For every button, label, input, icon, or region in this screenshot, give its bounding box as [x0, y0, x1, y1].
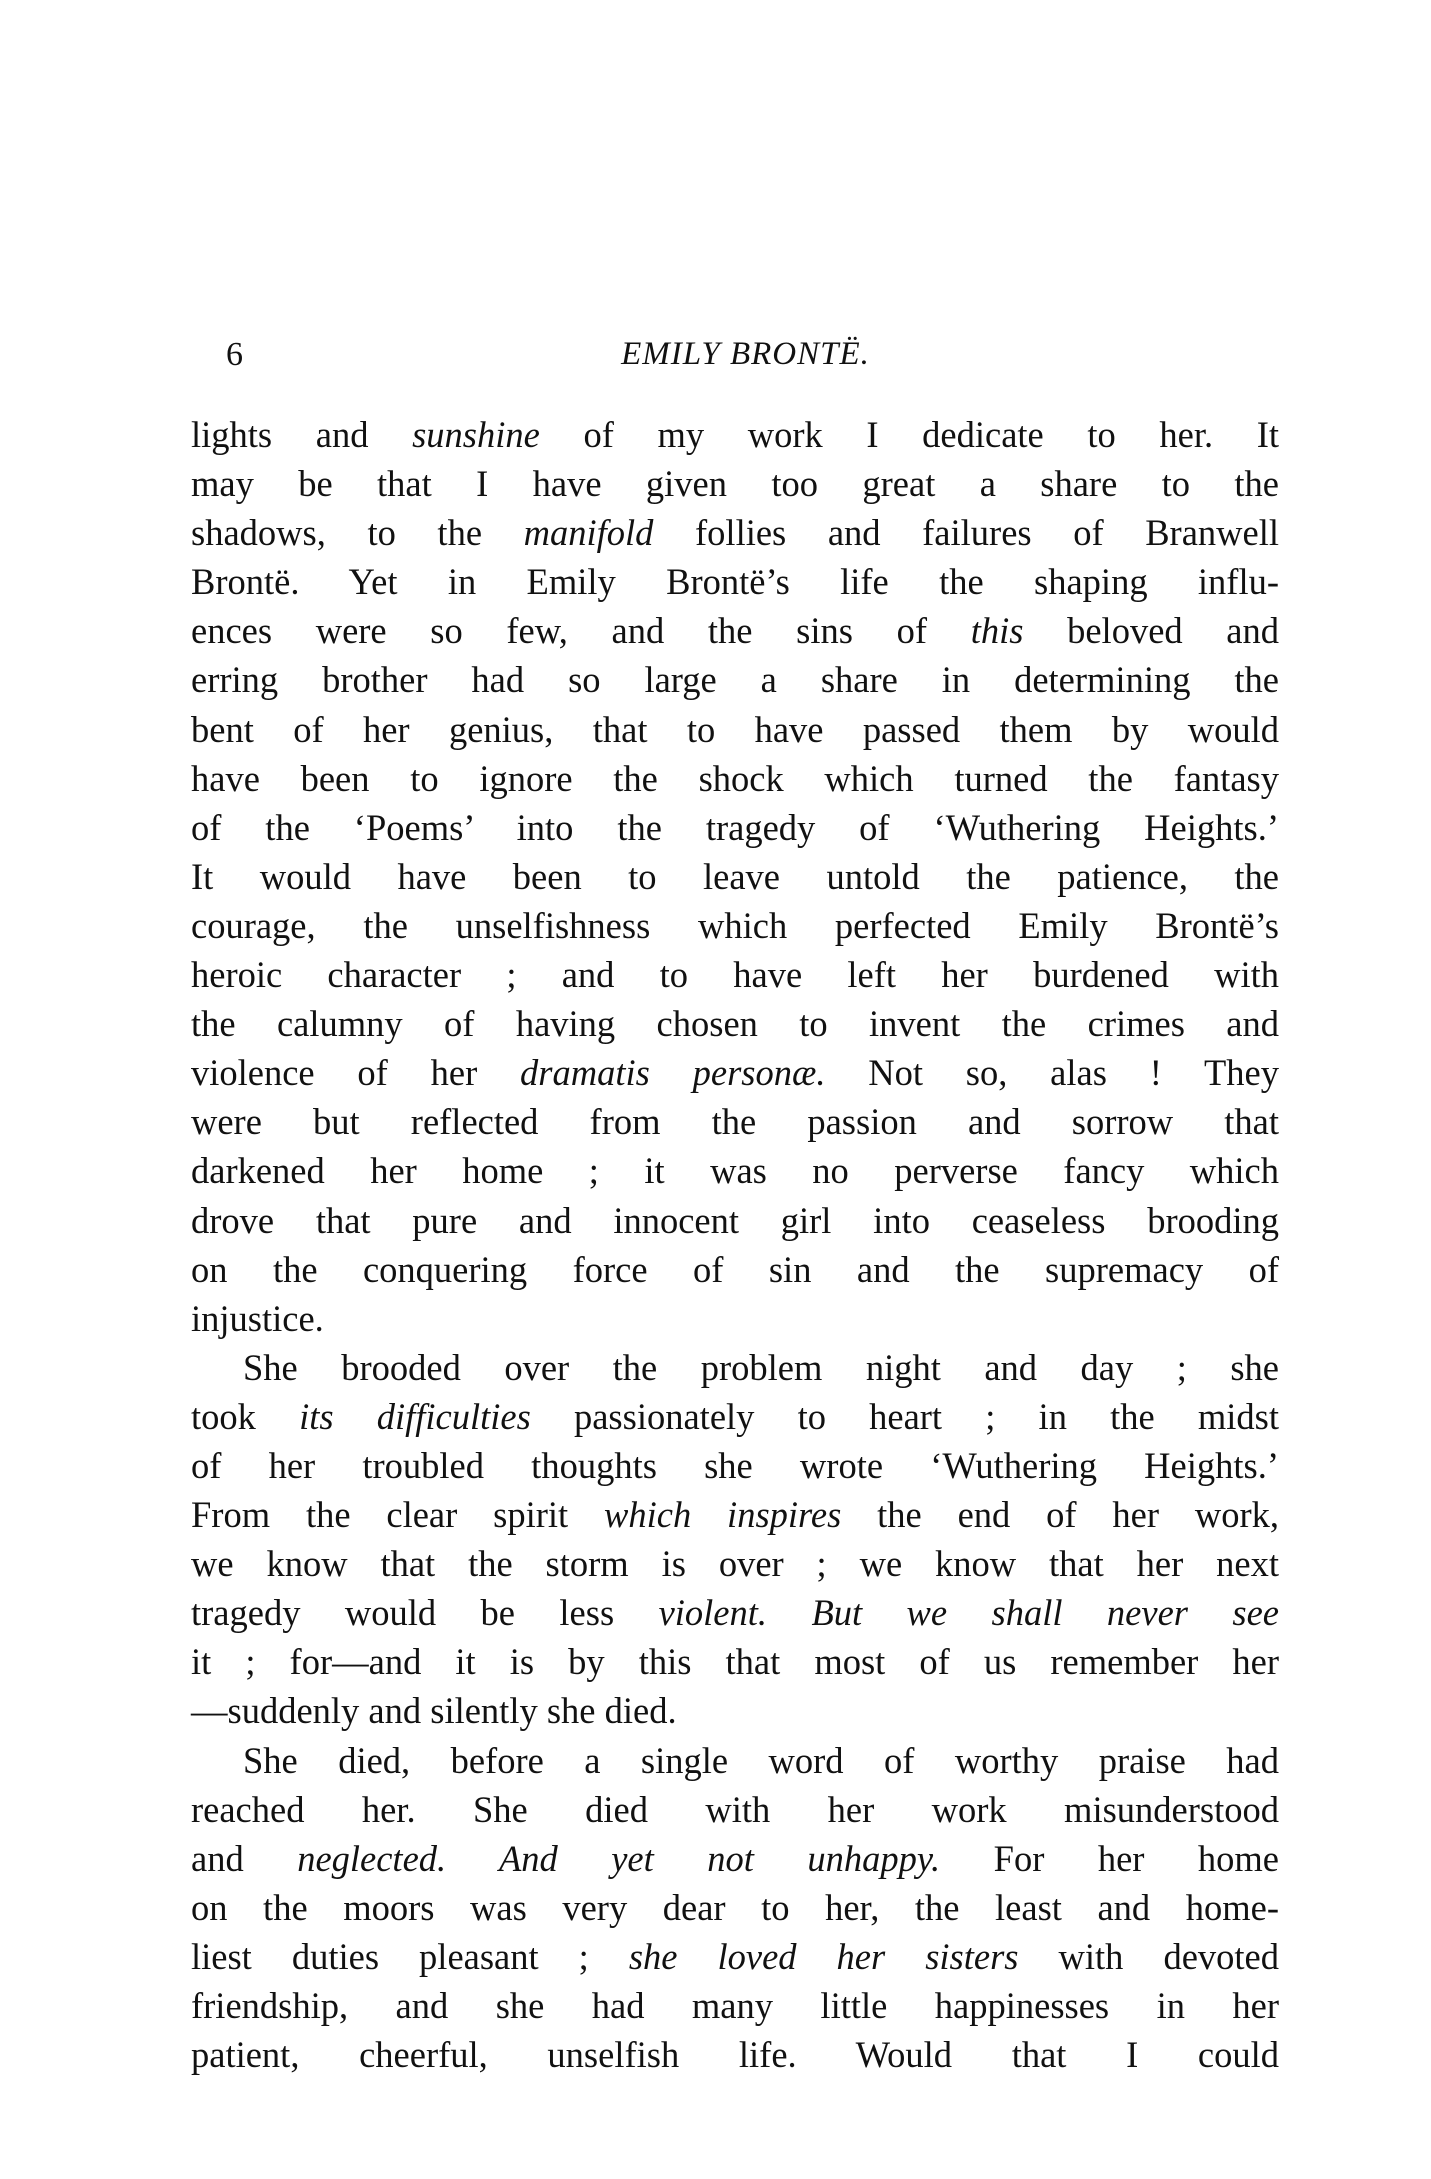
text-line: [191, 1588, 1279, 1637]
text-line: [191, 1785, 1279, 1834]
text-segment: friendship, and she had many little happinesses in her: [191, 1985, 1279, 2026]
text-line: [191, 1932, 1279, 1981]
text-segment: the end of her work,: [841, 1494, 1279, 1536]
text-line: [191, 1981, 1279, 2030]
text-line: [191, 1441, 1279, 1490]
text-segment: —suddenly and silently she died.: [191, 1690, 677, 1732]
text-segment: She brooded over the problem night and day ; she: [243, 1346, 1279, 1388]
text-segment: patient, cheerful, unselfish life. Would that I could: [191, 2034, 1279, 2076]
text-line: [191, 1294, 1279, 1343]
text-line: [191, 1097, 1279, 1146]
text-line: [191, 1686, 1279, 1735]
text-line: [191, 557, 1279, 606]
text-segment: heroic character ; and to have left her burdened with: [191, 954, 1279, 996]
text-segment: shadows, to the: [191, 512, 524, 554]
text-line: [191, 655, 1279, 704]
text-line: [191, 1392, 1279, 1441]
text-line: [191, 852, 1279, 901]
text-line: [191, 1637, 1279, 1686]
text-segment: erring brother had so large a share in determining the: [191, 659, 1279, 701]
text-line: [191, 1343, 1279, 1392]
text-segment: For her home: [940, 1837, 1280, 1879]
text-segment: liest duties pleasant ;: [191, 1935, 629, 1977]
text-line: [191, 410, 1279, 459]
text-line: [191, 1048, 1279, 1097]
text-segment: She died, before a single word of worthy praise had: [243, 1739, 1279, 1781]
page-number: 6: [226, 336, 243, 373]
text-segment: may be that I have given too great a share to the: [191, 463, 1279, 505]
text-line: [191, 705, 1279, 754]
text-segment: have been to ignore the shock which turned the fantasy: [191, 757, 1279, 799]
body-text: [191, 410, 1279, 2079]
text-segment: of her troubled thoughts she wrote ‘Wuthering Heights.’: [191, 1444, 1279, 1486]
text-segment: passionately to heart ; in the midst: [530, 1395, 1279, 1437]
italic-text: neglected. And yet not unhappy.: [297, 1837, 941, 1879]
text-line: [191, 1146, 1279, 1195]
text-line: [191, 901, 1279, 950]
text-segment: on the conquering force of sin and the supremacy of: [191, 1248, 1279, 1290]
text-segment: injustice.: [191, 1297, 324, 1339]
italic-text: violent. But we shall never see: [658, 1592, 1279, 1634]
text-segment: took: [191, 1395, 300, 1437]
italic-text: this: [970, 610, 1024, 652]
text-segment: on the moors was very dear to her, the least and home-: [191, 1886, 1279, 1928]
text-segment: lights and: [191, 414, 413, 455]
text-line: [191, 1539, 1279, 1588]
text-line: [191, 803, 1279, 852]
text-line: [191, 606, 1279, 655]
text-segment: were but reflected from the passion and sorrow that: [191, 1101, 1279, 1143]
running-title: EMILY BRONTË.: [621, 336, 870, 372]
text-line: [191, 754, 1279, 803]
italic-text: its difficulties: [299, 1395, 531, 1437]
text-line: [191, 1834, 1279, 1883]
text-segment: beloved and: [1023, 610, 1280, 652]
italic-text: which inspires: [604, 1494, 842, 1536]
text-segment: reached her. She died with her work misunderstood: [191, 1788, 1279, 1830]
text-segment: courage, the unselfishness which perfected Emily Brontë’s: [191, 904, 1279, 946]
italic-text: manifold: [523, 512, 654, 554]
italic-text: sunshine: [412, 414, 540, 455]
text-segment: and: [191, 1837, 298, 1879]
text-segment: we know that the storm is over ; we know that her next: [191, 1543, 1279, 1585]
text-line: [191, 459, 1279, 508]
text-line: [191, 508, 1279, 557]
text-segment: It would have been to leave untold the patience, the: [191, 855, 1279, 897]
text-line: [191, 1736, 1279, 1785]
text-segment: with devoted: [1018, 1935, 1279, 1977]
text-line: [191, 1196, 1279, 1245]
text-segment: darkened her home ; it was no perverse fancy which: [191, 1150, 1279, 1192]
text-segment: the calumny of having chosen to invent the crimes and: [191, 1003, 1279, 1045]
text-segment: tragedy would be less: [191, 1592, 659, 1634]
text-line: [191, 950, 1279, 999]
text-segment: Brontë. Yet in Emily Brontë’s life the shaping influ-: [191, 561, 1279, 603]
text-line: [191, 1245, 1279, 1294]
text-line: [191, 999, 1279, 1048]
italic-text: she loved her sisters: [628, 1935, 1019, 1977]
text-segment: it ; for—and it is by this that most of us remember her: [191, 1641, 1279, 1683]
text-line: [191, 1490, 1279, 1539]
text-segment: ences were so few, and the sins of: [191, 610, 971, 652]
text-line: [191, 2030, 1279, 2079]
text-segment: of my work I dedicate to her. It: [539, 414, 1280, 455]
text-segment: bent of her genius, that to have passed them by would: [191, 708, 1279, 750]
text-segment: follies and failures of Branwell: [653, 512, 1279, 554]
text-segment: violence of her: [191, 1052, 521, 1094]
italic-text: dramatis personæ.: [520, 1052, 826, 1094]
text-segment: Not so, alas ! They: [825, 1052, 1279, 1094]
text-segment: drove that pure and innocent girl into ceaseless brooding: [191, 1199, 1279, 1241]
text-line: [191, 1883, 1279, 1932]
text-segment: From the clear spirit: [191, 1494, 605, 1536]
text-segment: of the ‘Poems’ into the tragedy of ‘Wuthering Heights.’: [191, 806, 1279, 848]
